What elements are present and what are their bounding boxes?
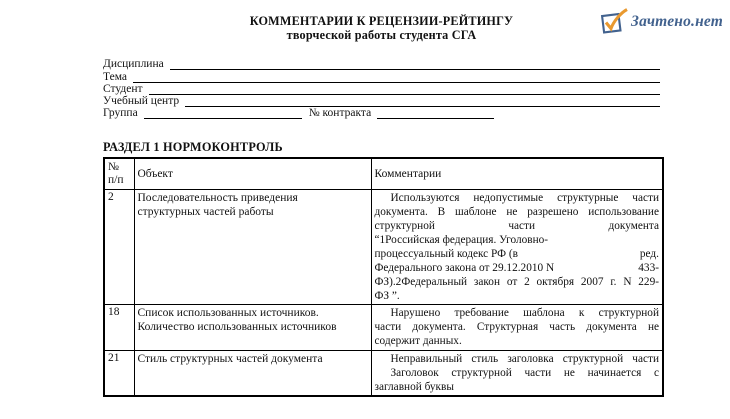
comment-line [375, 247, 660, 261]
zachteno-logo [599, 7, 723, 36]
comment-line: содержит данных. [374, 334, 462, 347]
num-cell: 21 [104, 350, 134, 396]
comment-line: заглавной буквы [374, 380, 454, 393]
comment-line: ФЗ ”. [374, 289, 400, 302]
object-cell [134, 350, 371, 396]
table-header-row [104, 158, 663, 189]
object-line: структурных частей работы [137, 205, 274, 218]
comment-line: Неправильный стиль заголовка структурной части [390, 352, 659, 365]
blank-line [170, 59, 660, 70]
comments-cell [371, 189, 663, 304]
form-field-disciplina [103, 58, 660, 70]
blank-line [377, 108, 494, 119]
comment-line: Заголовок структурной части не начинается с [390, 366, 659, 379]
title-line-1: КОММЕНТАРИИ К РЕЦЕНЗИИ-РЕЙТИНГУ [249, 14, 514, 28]
object-line: Список использованных источников. [137, 306, 319, 319]
comment-line: Используются недопустимые структурные части [390, 191, 659, 204]
comment-line: документа. В шаблоне не разрешено использование [374, 205, 659, 218]
object-cell [134, 304, 371, 350]
field-label: Студент [103, 82, 143, 95]
meta-form [103, 58, 660, 119]
comment-line-left: процессуальный кодекс РФ (в [374, 247, 518, 260]
header-object: Объект [134, 158, 371, 189]
comment-line: “1Российская федерация. Уголовно- [374, 233, 549, 246]
comment-line: ФЗ).2Федеральный закон от 2 октября 2007 г. N 229- [374, 275, 659, 288]
num-cell: 18 [104, 304, 134, 350]
form-field-uchebny-centr [103, 95, 660, 107]
field-label: № контракта [308, 107, 372, 120]
logo-text: Зачтено.нет [631, 12, 724, 30]
comment-line-left: Федерального закона от 29.12.2010 N [374, 261, 555, 274]
blank-line [185, 96, 660, 107]
comment-line: структурной части документа [374, 219, 659, 232]
normocontrol-table [103, 157, 664, 397]
form-field-tema [103, 70, 660, 82]
comment-line: части документа. Структурная часть документа не [374, 320, 659, 333]
table-row [104, 350, 663, 396]
blank-line [149, 84, 660, 95]
table-row [104, 304, 663, 350]
section-title: РАЗДЕЛ 1 НОРМОКОНТРОЛЬ [103, 140, 283, 154]
comment-line-right: 433- [638, 261, 659, 274]
comment-line-right: ред. [639, 247, 659, 260]
comments-cell [371, 304, 663, 350]
checkbox-check-icon [599, 7, 629, 36]
header-num-bottom: п/п [108, 173, 124, 186]
field-label: Учебный центр [103, 95, 180, 108]
header-num [104, 158, 134, 189]
header-comments: Комментарии [371, 158, 663, 189]
document-title [103, 15, 660, 42]
form-field-gruppa-kontrakt [103, 107, 660, 119]
field-label: Группа [103, 107, 138, 120]
field-label: Дисциплина [103, 58, 164, 71]
comment-line: Нарушено требование шаблона к структурной [390, 306, 659, 319]
object-cell [134, 189, 371, 304]
header-num-top: № [108, 161, 119, 174]
blank-line [133, 72, 660, 83]
object-line: Стиль структурных частей документа [137, 352, 323, 365]
object-line: Количество использованных источников [137, 320, 337, 333]
object-line: Последовательность приведения [137, 191, 298, 204]
comment-line [375, 261, 660, 275]
blank-line [144, 108, 302, 119]
form-field-student [103, 83, 660, 95]
table-row [104, 189, 663, 304]
num-cell: 2 [104, 189, 134, 304]
field-label: Тема [103, 70, 127, 83]
comments-cell [371, 350, 663, 396]
title-line-2: творческой работы студента СГА [286, 27, 477, 42]
